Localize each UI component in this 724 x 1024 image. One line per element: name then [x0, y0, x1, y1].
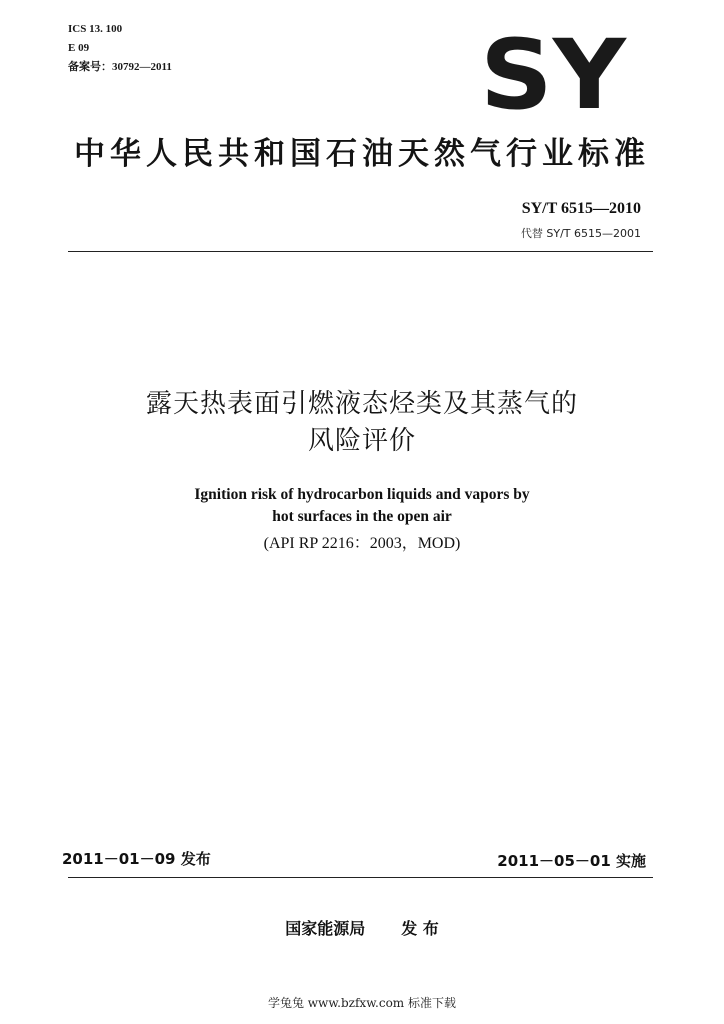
effective-date: 2011－05－01 实施 [497, 852, 646, 870]
category-code: E 09 [68, 42, 90, 54]
sy-logo [478, 28, 628, 118]
chinese-title-line-1: 露天热表面引燃液态烃类及其蒸气的 [145, 389, 578, 419]
watermark-footer: 学兔兔 www.bzfxw.com 标准下载 [267, 996, 457, 1010]
english-title-line-1: Ignition risk of hydrocarbon liquids and vapors by [194, 486, 530, 503]
industry-standard-title: 中华人民共和国石油天然气行业标准 [74, 136, 650, 172]
footer-divider [68, 877, 653, 878]
replaced-standard: 代替 SY/T 6515—2001 [520, 227, 641, 240]
adoption-reference: (API RP 2216：2003，MOD) [263, 535, 461, 552]
document-meta [68, 20, 172, 77]
english-title-line-2: hot surfaces in the open air [272, 508, 452, 525]
publisher [0, 916, 724, 939]
publisher-action: 发 布 [401, 919, 439, 938]
publisher-name: 国家能源局 [285, 919, 366, 938]
sy-logo-text: SY [480, 28, 628, 118]
standard-number: SY/T 6515—2010 [521, 200, 641, 217]
issue-date: 2011－01－09 发布 [62, 850, 211, 868]
header-divider [68, 251, 653, 252]
record-number: 备案号：30792—2011 [68, 61, 172, 73]
chinese-title-line-2: 风险评价 [307, 426, 416, 456]
ics-code: ICS 13. 100 [68, 23, 123, 35]
